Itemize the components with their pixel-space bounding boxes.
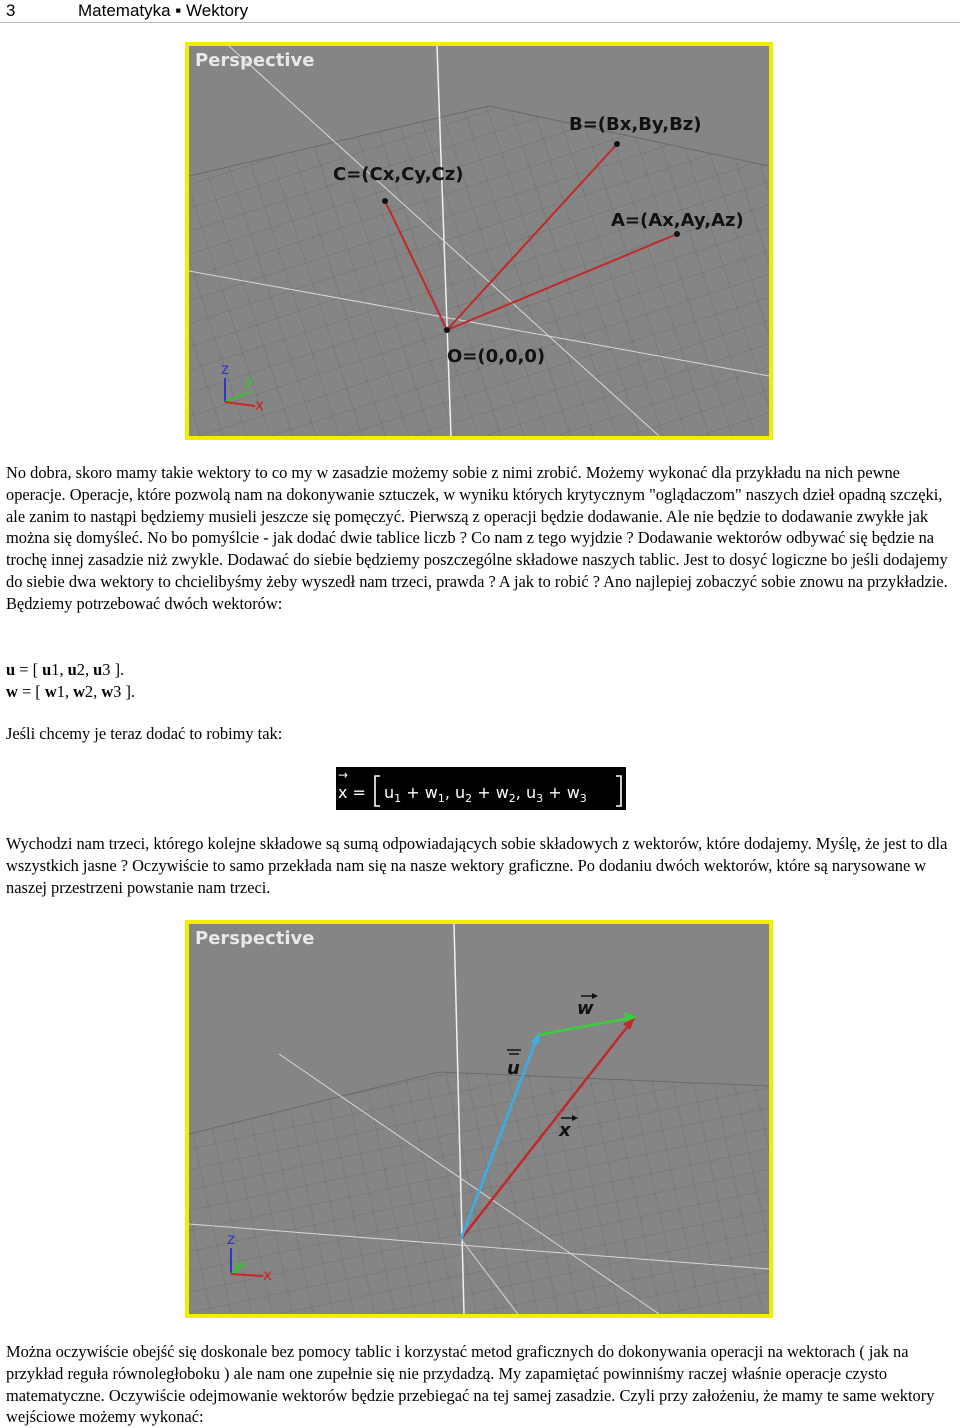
sub-1a: 1 [394, 792, 402, 805]
vector-w-index-1: 1, [56, 682, 74, 701]
plus-2: + [472, 783, 496, 802]
label-o: O=(0,0,0) [447, 346, 546, 367]
label-x: x [559, 1120, 571, 1141]
gizmo-x-label: x [263, 1266, 272, 1284]
term-u1: u [384, 783, 395, 802]
right-bracket-icon [616, 776, 621, 806]
vector-w-component-2: w [73, 682, 85, 701]
vector-addition-formula [336, 767, 626, 810]
vector-w-eq: = [ [17, 682, 45, 701]
plus-1: + [401, 783, 425, 802]
paragraph-intro: No dobra, skoro mamy takie wektory to co my w zasadzie możemy sobie z nimi zrobić. Możemy wykonać dla przykładu na nich pewne operacje. Operacje, które pozwolą nam na dokonywanie sztuczek, w wyniku których krytycznym "oglądaczom" naszych dzieł opadną szczęki, ale zanim to nastąpi będziemy musieli jeszcze się pomęczyć. Pierwszą z operacji będzie dodawanie. Ale nie będzie to dodawanie zwykłe jak można się domyśleć. No bo pomyślcie - jak dodać dwie tablice liczb ? Co nam z tego wyjdzie ? Dodawanie wektorów odbywać się będzie na trochę innej zasadzie niż zwykle. Dodawać do siebie będziemy poszczególne składowe naszych tablic. Jest to dosyć logiczne bo jeśli dodajemy do siebie dwa wektory to chcielibyśmy żeby wyszedł nam trzeci, prawda ? A jak to robić ? Ano najlepiej zobaczyć sobie znowu na przykładzie. Będziemy potrzebować dwóch wektorów: [6, 463, 948, 613]
label-u-group [507, 1050, 521, 1079]
gizmo-y-label: y [245, 372, 254, 390]
gizmo-x-label: x [255, 396, 264, 414]
label-w: w [577, 998, 594, 1019]
vector-w-definition [6, 681, 954, 703]
paragraph-result: Wychodzi nam trzeci, którego kolejne składowe są sumą odpowiadających sobie składowych z wektorów, które dodajemy. Myślę, że jest to dla wszystkich jasne ? Oczywiście to samo przekłada nam się na nasze wektory graficzne. Po dodaniu dwóch wektorów, które są narysowane w naszej przestrzeni powstanie nam trzeci. [6, 834, 948, 897]
figure-vector-sum [185, 920, 773, 1318]
vector-u-component-3: u [93, 660, 103, 679]
label-c: C=(Cx,Cy,Cz) [333, 164, 464, 185]
vector-w-name: w [6, 682, 18, 701]
label-u: u [507, 1058, 520, 1079]
vector-u-name: u [6, 660, 16, 679]
figure-vectors-abc [185, 42, 773, 440]
page-header [0, 0, 960, 23]
plus-3: + [543, 783, 567, 802]
vector-u-index-1: 1, [51, 660, 68, 679]
label-b: B=(Bx,By,Bz) [569, 114, 702, 135]
vector-u-index-3: 3 ]. [102, 660, 125, 679]
vector-u-component-2: u [67, 660, 77, 679]
formula-graphic [336, 767, 626, 810]
page-number: 3 [6, 1, 16, 20]
vector-w-component-1: w [44, 682, 57, 701]
point-c [382, 198, 388, 204]
paragraph-conclusion: Można oczywiście obejść się doskonale bez pomocy tablic i korzystać metod graficznych do dokonywania operacji na wektorach ( jak na przykład reguła równoległoboku ) ale nam one zupełnie się nie przydadzą. My zapamiętać powinniśmy raczej właśnie operacje czysto matematyczne. Oczywiście odejmowanie wektorów będzie przebiegać na tej samej zasadzie. Czyli przy założeniu, że mamy te same wektory wejściowe możemy wykonać: [6, 1342, 935, 1427]
left-bracket-icon [375, 776, 380, 806]
comma-2: , [515, 783, 526, 802]
sub-2a: 2 [465, 792, 473, 805]
perspective-viewport-2 [189, 924, 769, 1314]
point-o [444, 327, 450, 333]
term-u3: u [525, 783, 537, 802]
formula-body [384, 783, 587, 805]
vector-u-eq: = [ [15, 660, 43, 679]
point-a [674, 231, 680, 237]
viewport-label: Perspective [195, 50, 315, 71]
term-w2: w [495, 783, 509, 802]
paragraph-addition-intro: Jeśli chcemy je teraz dodać to robimy tak: [6, 724, 283, 743]
term-w3: w [566, 783, 580, 802]
comma-1: , [444, 783, 455, 802]
gizmo-z-label: z [227, 1230, 235, 1248]
page-title: Matematyka ▪ Wektory [78, 1, 249, 20]
sub-1b: 1 [437, 792, 445, 805]
sub-3b: 3 [579, 792, 587, 805]
gizmo-z-label: z [221, 360, 229, 378]
perspective-viewport-1 [189, 46, 769, 436]
vector-u-component-1: u [42, 660, 52, 679]
vector-w-index-3: 3 ]. [113, 682, 136, 701]
gizmo-y-label: y [233, 1256, 242, 1274]
sub-2b: 2 [508, 792, 516, 805]
vector-w-component-3: w [101, 682, 114, 701]
label-a: A=(Ax,Ay,Az) [611, 210, 744, 231]
vector-arrow-icon: → [338, 768, 349, 782]
formula-lhs: x = [338, 783, 366, 802]
term-u2: u [454, 783, 466, 802]
term-w1: w [424, 783, 438, 802]
point-b [614, 141, 620, 147]
vector-w-index-2: 2, [84, 682, 102, 701]
vector-u-index-2: 2, [76, 660, 94, 679]
sub-3a: 3 [536, 792, 544, 805]
viewport-label: Perspective [195, 928, 315, 949]
vector-u-definition [6, 659, 954, 681]
